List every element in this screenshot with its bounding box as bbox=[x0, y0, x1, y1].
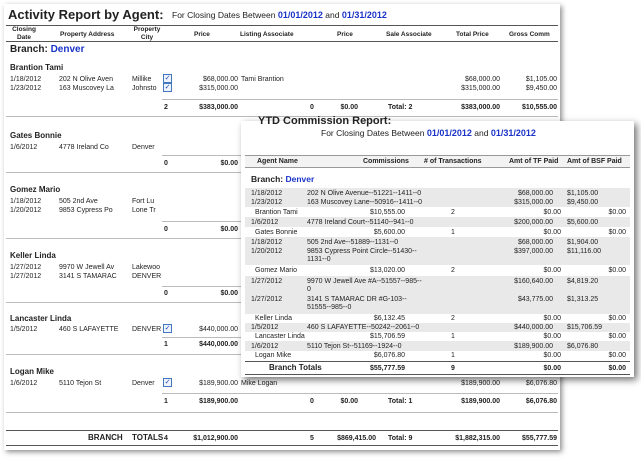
ytd-branch-heading: Branch: Denver bbox=[251, 174, 315, 184]
col-sale-associate: Sale Associate bbox=[386, 31, 432, 38]
subtotal-rule bbox=[162, 393, 558, 394]
subtotal-rule bbox=[162, 155, 242, 156]
subtotal-rule bbox=[162, 99, 558, 100]
agent-name: Brantion Tami bbox=[10, 63, 64, 72]
checkbox-icon[interactable]: ✓ bbox=[164, 379, 171, 386]
col-closing-date: Closing Date bbox=[12, 26, 36, 41]
date-from: 01/01/2012 bbox=[277, 10, 323, 20]
branch-heading: Branch: Denver bbox=[10, 44, 85, 55]
col-transactions: # of Transactions bbox=[424, 158, 482, 165]
activity-report-sheet: Activity Report by Agent: For Closing Dates Between 01/01/2012 and 01/31/2012 Closing Date Property Address Property City Price Listing Associate Price Sale Associate Total Price Gross Comm Branch: Denver Brantion Tami 1/18/2012 202 N Olive Aven Millike ✓ $68,000.00 Tami Brantion $68,000.00 $1,105.00 1/23/2012 163 Muscovey La Johnsto ✓ $315,000.00 $315,000.00 $9,450.00 2 $383,000.00 0 $0.00 Total: 2 $383,000.00 $10,555.00 Gates Bonnie 1/6/2012 4778 Ireland Co Denver 0 $0.00 Gomez Mario 1/18/2012 505 2nd Ave Fort Lu 1/20/2012 9853 Cypress Po Lone Tr 0 $0.00 Keller Linda 1/27/2012 9970 W Jewell Av Lakewoo 1/27/2012 3141 S TAMARAC DENVER 0 $0.00 Lancaster Linda 1/5/2012 460 S LAFAYETTE DENVER ✓ $440,000.00 1 $440,000.00 Logan Mike 1/6/2012 5110 Tejon St Denver ✓ $189,900.00 Mike Logan $189,900.00 $6,076.80 1 $189,900.00 0 $0.00 Total: 1 $189,900.00 $6,076.80 BRANCH TOTALS 4 $1,012,900.00 5 $869,415.00 Total: 9 $1,882,315.00 $55,777.59 bbox=[4, 4, 560, 450]
col-listing-associate: Listing Associate bbox=[240, 31, 294, 38]
agent-name: Gates Bonnie bbox=[10, 131, 62, 140]
section-rule bbox=[6, 354, 244, 355]
subtotal-rule bbox=[162, 221, 242, 222]
totals-bottom-rule bbox=[245, 374, 630, 375]
ytd-date-range: For Closing Dates Between 01/01/2012 and 01/31/2012 bbox=[321, 128, 536, 138]
checkbox-icon[interactable]: ✓ bbox=[164, 325, 171, 332]
branch-name: Denver bbox=[285, 174, 315, 184]
header-top-rule bbox=[6, 25, 558, 26]
col-gross-comm: Gross Comm bbox=[509, 31, 550, 38]
col-price-2: Price bbox=[337, 31, 353, 38]
agent-name: Logan Mike bbox=[10, 367, 55, 376]
date-from: 01/01/2012 bbox=[426, 128, 472, 138]
totals-top-rule bbox=[245, 361, 630, 362]
col-property-city: Property City bbox=[133, 26, 161, 41]
section-rule bbox=[6, 412, 558, 413]
subtotal-rule bbox=[162, 337, 242, 338]
date-to: 01/31/2012 bbox=[341, 10, 387, 20]
totals-top-rule bbox=[6, 430, 558, 431]
date-to: 01/31/2012 bbox=[490, 128, 536, 138]
col-agent-name: Agent Name bbox=[257, 158, 298, 165]
header-bottom-rule bbox=[6, 41, 558, 42]
subtotal-rule bbox=[162, 286, 242, 287]
activity-date-range: For Closing Dates Between 01/01/2012 and 01/31/2012 bbox=[172, 10, 387, 20]
section-rule bbox=[6, 172, 244, 173]
col-total-price: Total Price bbox=[456, 31, 489, 38]
ytd-commission-sheet: For Closing Dates Between 01/01/2012 and 01/31/2012 Agent Name Commissions # of Transactions Amt of TF Paid Amt of BSF Paid Branch: Denver 1/18/2012 202 N Olive Avenue--51221--1411--0 $68,000.00 $1,105.00 1/23/2012 163 Muscovey Lane--50916--1411--0 $315,000.00 $9,450.00 Brantion Tami $10,555.00 2 $0.00 $0.00 1/6/2012 4778 Ireland Court--51140--941--0 $200,000.00 $5,600.00 Gates Bonnie $5,600.00 1 $0.00 $0.00 1/18/2012 505 2nd Ave--51889--1131--0 $68,000.00 $1,904.00 1/20/2012 9853 Cypress Point Circle--51430-- 1131--0 $397,000.00 $11,116.00 Gomez Mario $13,020.00 2 $0.00 $0.00 1/27/2012 9970 W Jewell Ave #A--51557--985-- 0 $160,640.00 $4,819.20 1/27/2012 3141 S TAMARAC DR #G-103-- 51555--985--0 $43,775.00 $1,313.25 Keller Linda $6,132.45 2 $0.00 $0.00 1/5/2012 460 S LAFAYETTE--50242--2061--0 $440,000.00 $15,706.59 Lancaster Linda $15,706.59 1 $0.00 $0.00 1/6/2012 5110 Tejon St--51169--1924--0 $189,900.00 $6,076.80 Logan Mike $6,076.80 1 $0.00 $0.00 Branch Totals $55,777.59 9 $0.00 $0.00 bbox=[241, 121, 634, 377]
col-price: Price bbox=[194, 31, 210, 38]
agent-name: Lancaster Linda bbox=[10, 314, 72, 323]
totals-bottom-rule bbox=[6, 445, 558, 446]
col-property-address: Property Address bbox=[60, 31, 115, 38]
ytd-report-title: YTD Commission Report: bbox=[258, 115, 392, 127]
col-commissions: Commissions bbox=[363, 158, 409, 165]
checkbox-icon[interactable]: ✓ bbox=[164, 75, 171, 82]
agent-name: Keller Linda bbox=[10, 251, 56, 260]
section-rule bbox=[6, 238, 244, 239]
activity-report-title: Activity Report by Agent: bbox=[8, 7, 164, 22]
section-rule bbox=[6, 302, 244, 303]
col-tf-paid: Amt of TF Paid bbox=[509, 158, 559, 165]
agent-name: Gomez Mario bbox=[10, 185, 61, 194]
col-bsf-paid: Amt of BSF Paid bbox=[567, 158, 622, 165]
branch-name: Denver bbox=[50, 44, 85, 55]
checkbox-icon[interactable]: ✓ bbox=[164, 84, 171, 91]
